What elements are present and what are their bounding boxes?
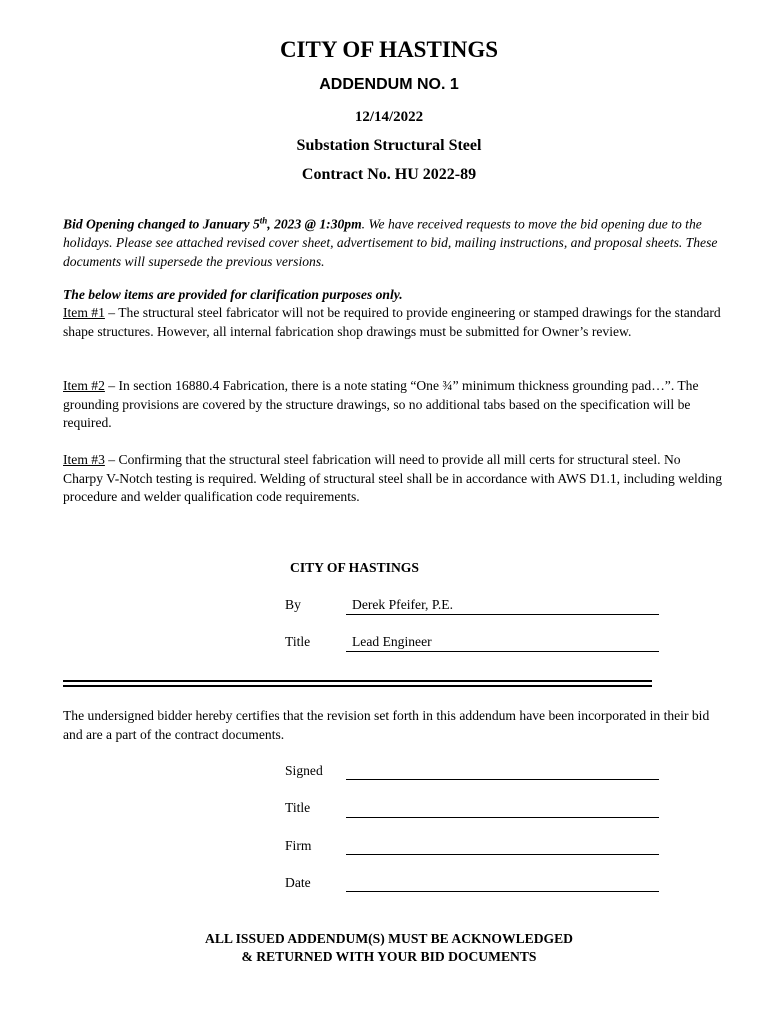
item-1-text: – The structural steel fabricator will not be required to provide engineering or stamped drawings for the standard shape structures. However, all internal fabrication shop drawings must be submitted for Owner’s review. [63,305,721,339]
item-1 [63,304,723,341]
firm-label: Firm [285,838,312,853]
footer-line-1: ALL ISSUED ADDENDUM(S) MUST BE ACKNOWLEDGED [205,931,573,946]
section-divider [63,680,652,687]
contract-number: Contract No. HU 2022-89 [301,166,477,183]
bid-opening-sup: th [259,215,268,225]
certification-paragraph: The undersigned bidder hereby certifies that the revision set forth in this addendum have been incorporated in their bid and are a part of the contract documents. [63,708,710,742]
item-2-text: – In section 16880.4 Fabrication, there is a note stating “One ¾” minimum thickness grounding pad…”. The grounding provisions are covered by the structure drawings, so no additional tabs based on the specification will be required. [63,378,699,430]
bidder-title-field[interactable] [346,799,659,818]
bidder-title-label: Title [285,800,311,815]
city-title-value: Lead Engineer [352,634,432,649]
item-3-text: – Confirming that the structural steel fabrication will need to provide all mill certs for structural steel. No Charpy V-Notch testing is required. Welding of structural steel shall be in accordance with AWS D1.1, including welding procedure and welder qualification code requirements. [63,452,722,504]
item-2-label: Item #2 [63,378,105,393]
intro-text: . We have received requests to move the bid opening due to the holidays. Please see attached revised cover sheet, advertisement to bid, mailing instructions, and proposal sheets. These documents will supersede the previous versions. [63,216,718,269]
document-title: CITY OF HASTINGS [279,37,499,62]
intro-paragraph [63,211,723,271]
clarification-heading: The below items are provided for clarification purposes only. [63,287,403,302]
bid-opening-change-1: Bid Opening changed to January 5 [63,216,260,232]
addendum-date: 12/14/2022 [354,109,424,125]
date-label: Date [285,875,311,890]
addendum-number: ADDENDUM NO. 1 [319,76,459,93]
city-signature-heading: CITY OF HASTINGS [290,560,419,575]
by-value: Derek Pfeifer, P.E. [352,597,453,612]
item-3-label: Item #3 [63,452,105,467]
item-2 [63,377,723,433]
signed-label: Signed [285,763,323,778]
project-name: Substation Structural Steel [296,137,482,154]
city-title-label: Title [285,634,311,649]
by-line [346,596,659,615]
item-1-label: Item #1 [63,305,105,320]
city-title-line [346,633,659,652]
bid-opening-change-2: , 2023 @ 1:30pm [267,216,362,232]
firm-field[interactable] [346,836,659,855]
signed-field[interactable] [346,761,659,780]
item-3 [63,451,723,507]
footer-line-2: & RETURNED WITH YOUR BID DOCUMENTS [241,949,537,964]
by-label: By [285,597,301,612]
date-field[interactable] [346,873,659,892]
